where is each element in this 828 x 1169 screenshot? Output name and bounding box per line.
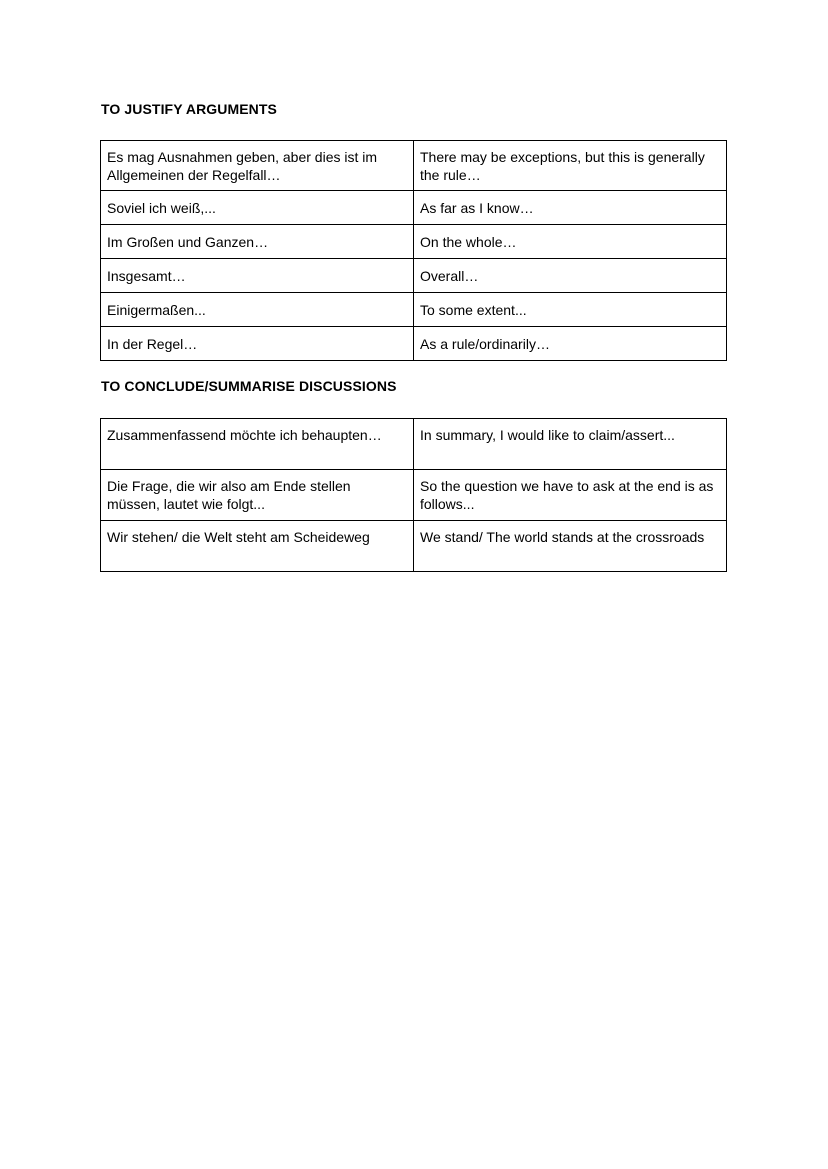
english-phrase-cell: As a rule/ordinarily… <box>414 327 727 361</box>
english-phrase-cell: As far as I know… <box>414 191 727 225</box>
table-row <box>101 191 727 225</box>
english-phrase-cell: There may be exceptions, but this is generally the rule… <box>414 141 727 191</box>
english-phrase-cell: To some extent... <box>414 293 727 327</box>
table-row <box>101 327 727 361</box>
table-row <box>101 259 727 293</box>
german-phrase-cell: In der Regel… <box>101 327 414 361</box>
german-phrase-cell: Im Großen und Ganzen… <box>101 225 414 259</box>
english-phrase-cell: So the question we have to ask at the end is as follows... <box>414 470 727 521</box>
german-phrase-cell: Soviel ich weiß,... <box>101 191 414 225</box>
english-phrase-cell: In summary, I would like to claim/assert... <box>414 419 727 470</box>
english-phrase-cell: On the whole… <box>414 225 727 259</box>
english-phrase-cell: Overall… <box>414 259 727 293</box>
section-heading-justify-arguments: TO JUSTIFY ARGUMENTS <box>101 101 277 117</box>
table-row <box>101 419 727 470</box>
german-phrase-cell: Einigermaßen... <box>101 293 414 327</box>
german-phrase-cell: Es mag Ausnahmen geben, aber dies ist im Allgemeinen der Regelfall… <box>101 141 414 191</box>
german-phrase-cell: Zusammenfassend möchte ich behaupten… <box>101 419 414 470</box>
english-phrase-cell: We stand/ The world stands at the crossroads <box>414 521 727 572</box>
german-phrase-cell: Insgesamt… <box>101 259 414 293</box>
table-row <box>101 470 727 521</box>
table-row <box>101 141 727 191</box>
phrase-table-justify-arguments <box>100 140 727 361</box>
table-row <box>101 225 727 259</box>
table-row <box>101 521 727 572</box>
german-phrase-cell: Die Frage, die wir also am Ende stellen müssen, lautet wie folgt... <box>101 470 414 521</box>
table-row <box>101 293 727 327</box>
phrase-table-conclude-summarise <box>100 418 727 572</box>
german-phrase-cell: Wir stehen/ die Welt steht am Scheideweg <box>101 521 414 572</box>
section-heading-conclude-summarise: TO CONCLUDE/SUMMARISE DISCUSSIONS <box>101 378 397 394</box>
